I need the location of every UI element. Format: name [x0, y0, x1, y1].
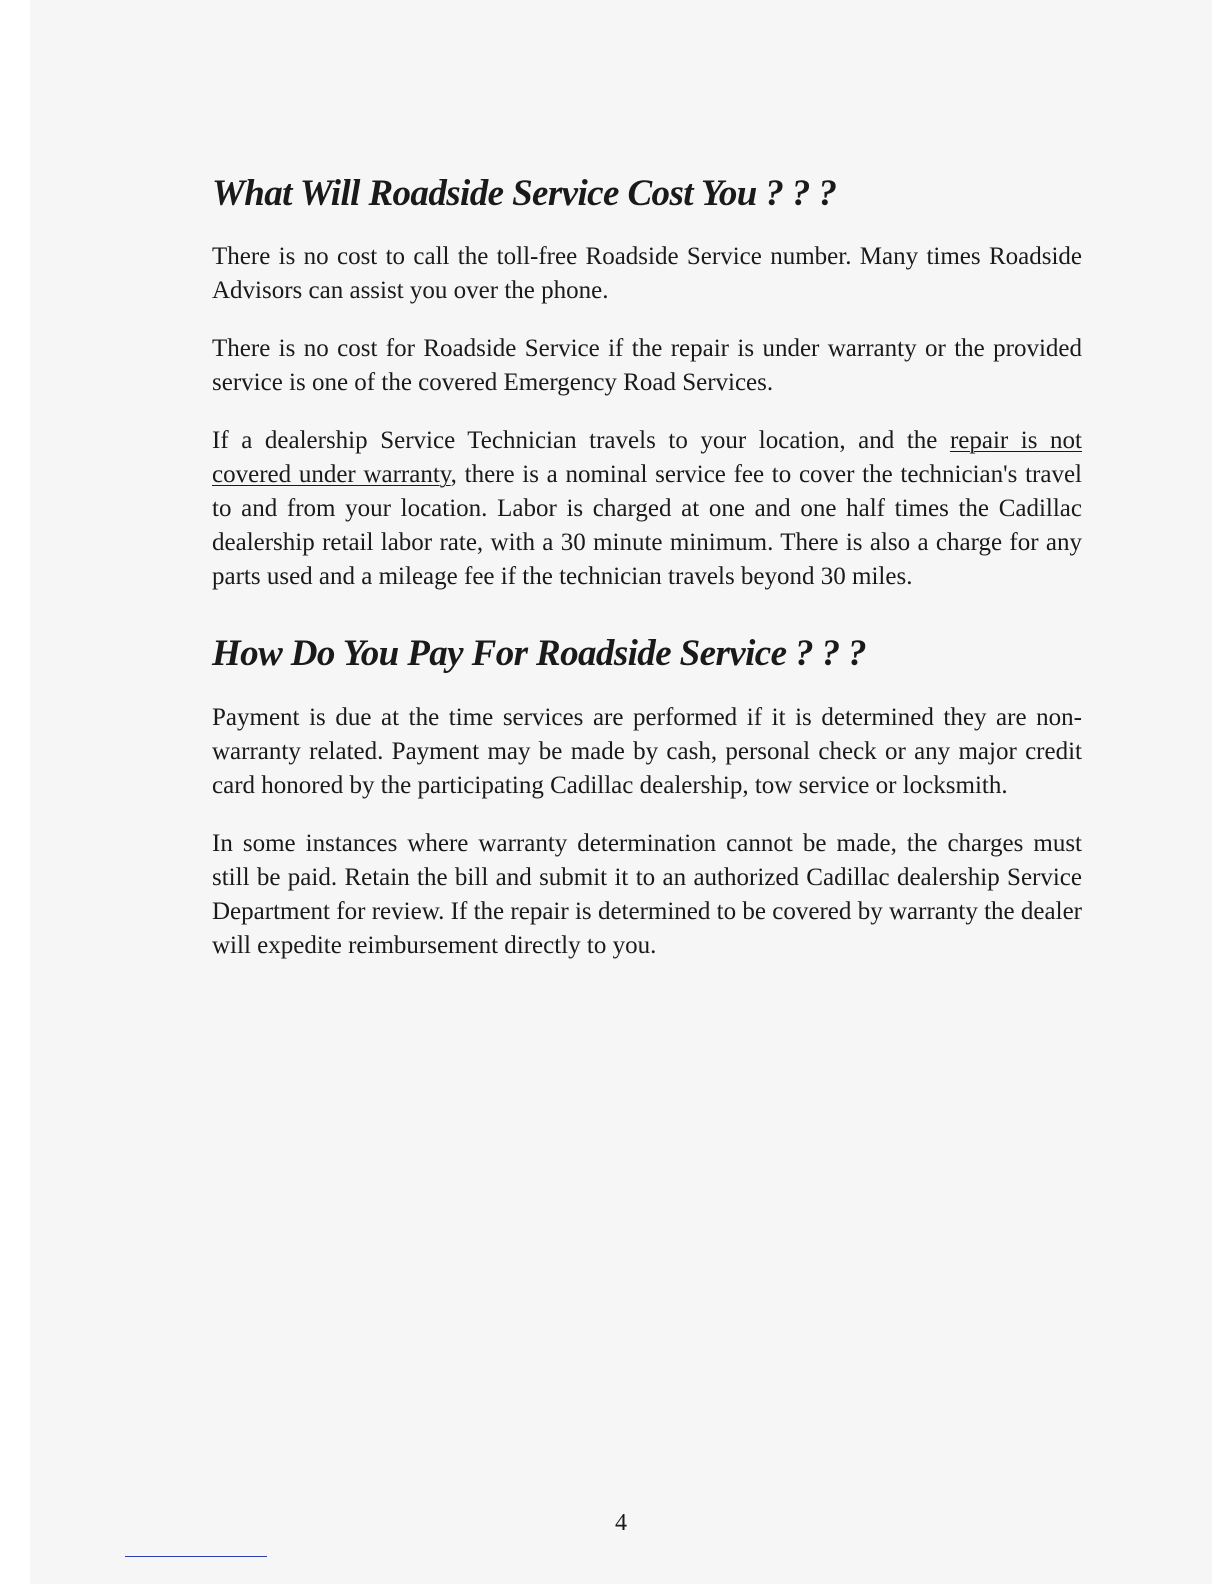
section-heading-cost: What Will Roadside Service Cost You ? ? ? [212, 173, 837, 214]
cost-paragraph-1: There is no cost to call the toll-free Roadside Service number. Many times Roadside Advisors can assist you over the phone. [212, 243, 1082, 305]
warranty-emphasis-text: repair is not covered under warranty [212, 427, 1082, 489]
document-page [30, 0, 1212, 1584]
section-heading-payment: How Do You Pay For Roadside Service ? ? ? [212, 633, 867, 675]
page-number: 4 [615, 1510, 627, 1536]
cost-paragraph-3-start: If a dealership Service Technician travels to your location, and the [212, 427, 950, 455]
payment-paragraph-1: Payment is due at the time services are performed if it is determined they are non-warranty related. Payment may be made by cash, personal check or any major credit card honored by the participating Cadillac dealership, tow service or locksmith. [212, 703, 1082, 799]
cost-paragraph-2: There is no cost for Roadside Service if the repair is under warranty or the provided service is one of the covered Emergency Road Services. [212, 335, 1082, 397]
cost-paragraph-3 [212, 424, 1082, 594]
page-content [212, 172, 1082, 987]
payment-paragraph-2: In some instances where warranty determination cannot be made, the charges must still be paid. Retain the bill and submit it to an authorized Cadillac dealership Service Department for review. If the repair is determined to be covered by warranty the dealer will expedite reimbursement directly to you. [212, 829, 1082, 959]
cost-paragraph-3-end: , there is a nominal service fee to cover the technician's travel to and from your location. Labor is charged at one and one half times the Cadillac dealership retail labor rate, with a 30 minute minimum. There is also a charge for any parts used and a mileage fee if the technician travels beyond 30 miles. [212, 461, 1082, 591]
footnote-divider [125, 1556, 267, 1557]
